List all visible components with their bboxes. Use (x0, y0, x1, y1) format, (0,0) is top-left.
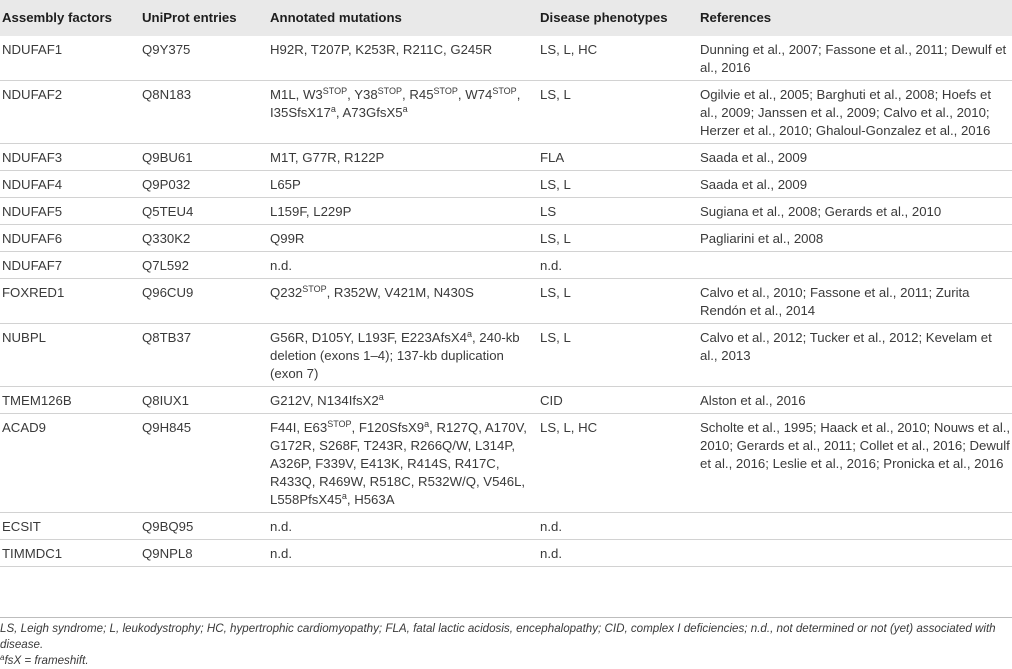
mutation-text: , R352W, V421M, N430S (326, 285, 474, 300)
references-cell (698, 513, 1012, 540)
mutation-superscript: a (402, 104, 408, 114)
table-row (0, 171, 1012, 198)
uniprot-entry-cell: Q9Y375 (140, 36, 268, 81)
uniprot-entry-cell: Q96CU9 (140, 279, 268, 324)
mutation-superscript: a (424, 419, 430, 429)
table-row (0, 252, 1012, 279)
annotated-mutations-cell (268, 81, 538, 144)
disease-phenotype-cell: LS, L (538, 279, 698, 324)
mutation-text: , A73GfsX5 (335, 105, 403, 120)
header-uniprot-entries: UniProt entries (140, 0, 268, 36)
table-row (0, 279, 1012, 324)
uniprot-entry-cell: Q9BQ95 (140, 513, 268, 540)
mutation-text: Q232 (270, 285, 303, 300)
disease-phenotype-cell: LS, L (538, 324, 698, 387)
annotated-mutations-cell (268, 513, 538, 540)
annotated-mutations-cell (268, 279, 538, 324)
disease-phenotype-cell: LS (538, 198, 698, 225)
mutation-text: , R45 (402, 87, 434, 102)
disease-phenotype-cell: CID (538, 387, 698, 414)
mutation-superscript: a (341, 491, 347, 501)
annotated-mutations-cell (268, 225, 538, 252)
mutation-text: , H563A (346, 492, 395, 507)
disease-phenotype-cell: n.d. (538, 252, 698, 279)
mutation-text: , W74 (457, 87, 493, 102)
uniprot-entry-cell: Q8IUX1 (140, 387, 268, 414)
mutation-text: n.d. (270, 519, 292, 534)
table-row (0, 81, 1012, 144)
uniprot-entry-cell: Q9NPL8 (140, 540, 268, 567)
header-annotated-mutations: Annotated mutations (268, 0, 538, 36)
header-row (0, 0, 1012, 36)
mutation-superscript: a (378, 392, 384, 402)
mutation-superscript: STOP (327, 419, 352, 429)
mutation-text: G56R, D105Y, L193F, E223AfsX4 (270, 330, 467, 345)
uniprot-entry-cell: Q7L592 (140, 252, 268, 279)
mutation-text: L159F, L229P (270, 204, 352, 219)
table-row (0, 387, 1012, 414)
table-body (0, 36, 1012, 567)
disease-phenotype-cell: FLA (538, 144, 698, 171)
table-row (0, 414, 1012, 513)
table-row (0, 324, 1012, 387)
assembly-factor-cell: NDUFAF7 (0, 252, 140, 279)
assembly-factor-cell: ECSIT (0, 513, 140, 540)
table-row (0, 36, 1012, 81)
disease-phenotype-cell: LS, L, HC (538, 414, 698, 513)
annotated-mutations-cell (268, 171, 538, 198)
uniprot-entry-cell: Q330K2 (140, 225, 268, 252)
annotated-mutations-cell (268, 540, 538, 567)
mutation-text: L65P (270, 177, 301, 192)
references-cell (698, 540, 1012, 567)
references-cell: Scholte et al., 1995; Haack et al., 2010; Nouws et al., 2010; Gerards et al., 2011; Collet et al., 2016; Dewulf et al., 2016; Leslie et al., 2016; Pronicka et al., 2016 (698, 414, 1012, 513)
assembly-factor-cell: NUBPL (0, 324, 140, 387)
assembly-factor-cell: TMEM126B (0, 387, 140, 414)
table-header (0, 0, 1012, 36)
annotated-mutations-cell (268, 252, 538, 279)
references-cell: Saada et al., 2009 (698, 171, 1012, 198)
mutation-text: M1T, G77R, R122P (270, 150, 385, 165)
disease-phenotype-cell: LS, L, HC (538, 36, 698, 81)
references-cell: Saada et al., 2009 (698, 144, 1012, 171)
disease-phenotype-cell: LS, L (538, 171, 698, 198)
uniprot-entry-cell: Q8TB37 (140, 324, 268, 387)
assembly-factor-cell: NDUFAF3 (0, 144, 140, 171)
annotated-mutations-cell (268, 324, 538, 387)
mutation-superscript: a (466, 329, 472, 339)
references-cell: Pagliarini et al., 2008 (698, 225, 1012, 252)
uniprot-entry-cell: Q9BU61 (140, 144, 268, 171)
table-row (0, 513, 1012, 540)
mutation-text: , F120SfsX9 (351, 420, 425, 435)
assembly-factor-cell: NDUFAF1 (0, 36, 140, 81)
uniprot-entry-cell: Q5TEU4 (140, 198, 268, 225)
mutation-text: n.d. (270, 546, 292, 561)
references-cell: Alston et al., 2016 (698, 387, 1012, 414)
references-cell (698, 252, 1012, 279)
annotated-mutations-cell (268, 414, 538, 513)
disease-phenotype-cell: LS, L (538, 81, 698, 144)
mutation-superscript: STOP (492, 86, 517, 96)
header-disease-phenotypes: Disease phenotypes (538, 0, 698, 36)
table-row (0, 144, 1012, 171)
header-assembly-factors: Assembly factors (0, 0, 140, 36)
references-cell: Calvo et al., 2012; Tucker et al., 2012; Kevelam et al., 2013 (698, 324, 1012, 387)
mutation-text: , Y38 (347, 87, 378, 102)
mutation-superscript: STOP (433, 86, 458, 96)
mutation-text: H92R, T207P, K253R, R211C, G245R (270, 42, 493, 57)
uniprot-entry-cell: Q9H845 (140, 414, 268, 513)
footnote-mark: a (0, 653, 5, 662)
assembly-factor-cell: NDUFAF4 (0, 171, 140, 198)
mutation-text: Q99R (270, 231, 305, 246)
mutation-text: n.d. (270, 258, 292, 273)
mutation-superscript: STOP (302, 284, 327, 294)
mutation-text: , I35SfsX17 (270, 87, 521, 120)
references-cell: Calvo et al., 2010; Fassone et al., 2011; Zurita Rendón et al., 2014 (698, 279, 1012, 324)
references-cell: Dunning et al., 2007; Fassone et al., 2011; Dewulf et al., 2016 (698, 36, 1012, 81)
references-cell: Sugiana et al., 2008; Gerards et al., 2010 (698, 198, 1012, 225)
annotated-mutations-cell (268, 198, 538, 225)
uniprot-entry-cell: Q9P032 (140, 171, 268, 198)
table-row (0, 225, 1012, 252)
table-footnotes (0, 617, 1012, 669)
mutation-text: F44I, E63 (270, 420, 328, 435)
mutation-superscript: STOP (322, 86, 348, 96)
mutation-superscript: a (330, 104, 336, 114)
mutation-text: G212V, N134IfsX2 (270, 393, 379, 408)
disease-phenotype-cell: n.d. (538, 540, 698, 567)
assembly-factor-cell: TIMMDC1 (0, 540, 140, 567)
assembly-factor-cell: ACAD9 (0, 414, 140, 513)
annotated-mutations-cell (268, 387, 538, 414)
uniprot-entry-cell: Q8N183 (140, 81, 268, 144)
assembly-factor-cell: NDUFAF5 (0, 198, 140, 225)
mutation-text: , 240-kb deletion (exons 1–4); 137-kb duplication (exon 7) (270, 330, 520, 381)
abbreviations-note: LS, Leigh syndrome; L, leukodystrophy; HC, hypertrophic cardiomyopathy; FLA, fatal lactic acidosis, encephalopathy; CID, complex I deficiencies; n.d., not determined or not (yet) associated with disease. (0, 622, 996, 651)
header-references: References (698, 0, 1012, 36)
assembly-factor-cell: NDUFAF2 (0, 81, 140, 144)
table-row (0, 198, 1012, 225)
table-row (0, 540, 1012, 567)
frameshift-note (0, 653, 1012, 669)
frameshift-text: fsX = frameshift. (4, 654, 89, 667)
references-cell: Ogilvie et al., 2005; Barghuti et al., 2008; Hoefs et al., 2009; Janssen et al., 2009; Calvo et al., 2010; Herzer et al., 2010; Ghaloul-Gonzalez et al., 2016 (698, 81, 1012, 144)
mutation-text: M1L, W3 (270, 87, 323, 102)
disease-phenotype-cell: LS, L (538, 225, 698, 252)
assembly-factor-cell: NDUFAF6 (0, 225, 140, 252)
mutation-superscript: STOP (377, 86, 403, 96)
mutation-text: , R127Q, A170V, G172R, S268F, T243R, R266Q/W, L314P, A326P, F339V, E413K, R414S, R417C, R433Q, R469W, R518C, R532W/Q, V546L, L558PfsX45 (270, 420, 527, 507)
annotated-mutations-cell (268, 36, 538, 81)
assembly-factor-cell: FOXRED1 (0, 279, 140, 324)
annotated-mutations-cell (268, 144, 538, 171)
disease-phenotype-cell: n.d. (538, 513, 698, 540)
